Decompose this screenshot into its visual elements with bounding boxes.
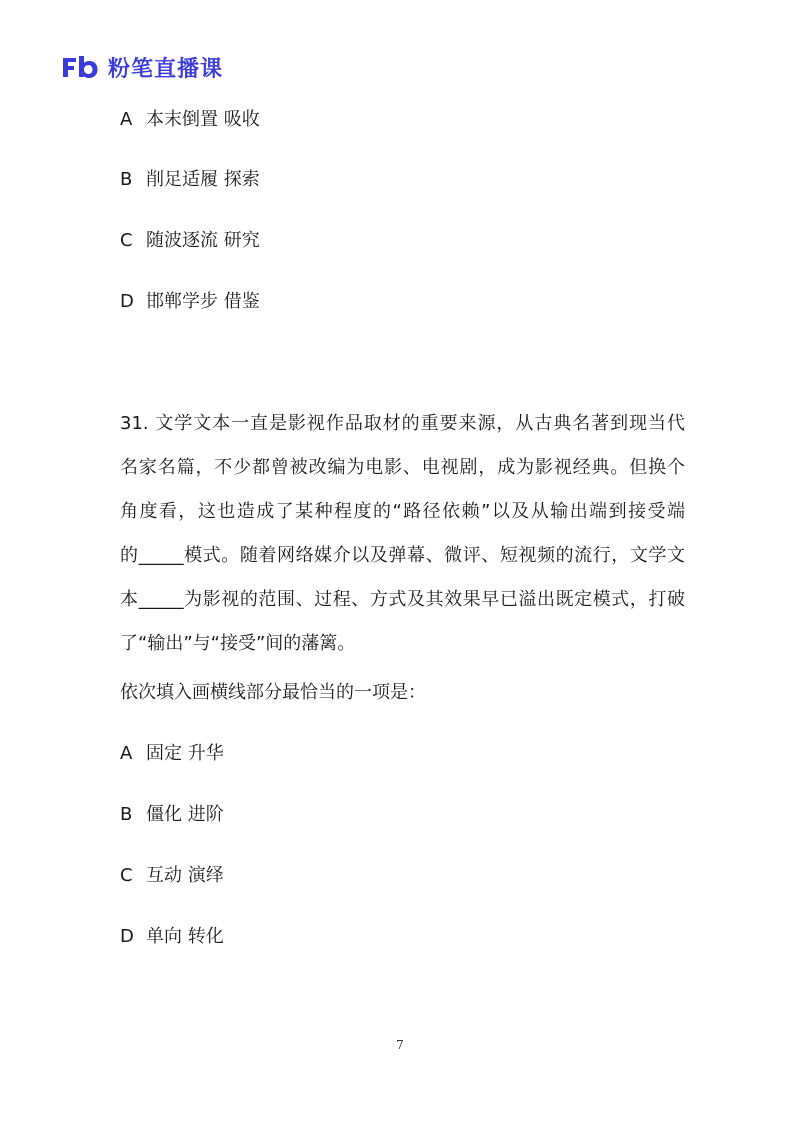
question-line: 名家名篇，不少都曾被改编为电影、电视剧，成为影视经典。但换个	[120, 457, 685, 478]
option-text: 单向 转化	[146, 926, 224, 947]
option-text: 固定 升华	[146, 743, 224, 764]
option-text: 随波逐流 研究	[146, 230, 260, 251]
page-number: 7	[396, 1038, 404, 1052]
option-letter: C	[120, 865, 133, 886]
option-letter: B	[120, 169, 133, 190]
brand-name: 粉笔直播课	[108, 56, 224, 82]
option-text: 互动 演绎	[146, 865, 224, 886]
prev-option-d	[120, 290, 260, 314]
option-letter: A	[120, 743, 133, 764]
question-line: 的_____模式。随着网络媒介以及弹幕、微评、短视频的流行，文学文	[120, 545, 685, 566]
option-letter: D	[120, 926, 134, 947]
question-line: 角度看，这也造成了某种程度的“路径依赖”以及从输出端到接受端	[120, 501, 685, 522]
question-line: 31. 文学文本一直是影视作品取材的重要来源，从古典名著到现当代	[120, 413, 685, 434]
option-letter: D	[120, 291, 134, 312]
prev-option-c	[120, 229, 260, 253]
prev-option-b	[120, 168, 260, 192]
question-line: 本_____为影视的范围、过程、方式及其效果早已溢出既定模式，打破	[120, 589, 685, 610]
option-a	[120, 742, 224, 766]
option-letter: A	[120, 109, 133, 130]
prev-option-a	[120, 108, 260, 132]
option-b	[120, 803, 224, 827]
question-prompt: 依次填入画横线部分最恰当的一项是：	[120, 682, 426, 703]
option-text: 削足适履 探索	[146, 169, 260, 190]
option-text: 僵化 进阶	[146, 804, 224, 825]
option-text: 邯郸学步 借鉴	[146, 291, 260, 312]
question-line: 了“输出”与“接受”间的藩篱。	[120, 633, 356, 654]
option-text: 本末倒置 吸收	[146, 109, 260, 130]
fb-logo-icon	[60, 54, 100, 80]
option-d	[120, 925, 224, 949]
option-letter: B	[120, 804, 133, 825]
page-header	[60, 52, 223, 82]
option-letter: C	[120, 230, 133, 251]
question-text	[120, 412, 685, 676]
option-c	[120, 864, 224, 888]
